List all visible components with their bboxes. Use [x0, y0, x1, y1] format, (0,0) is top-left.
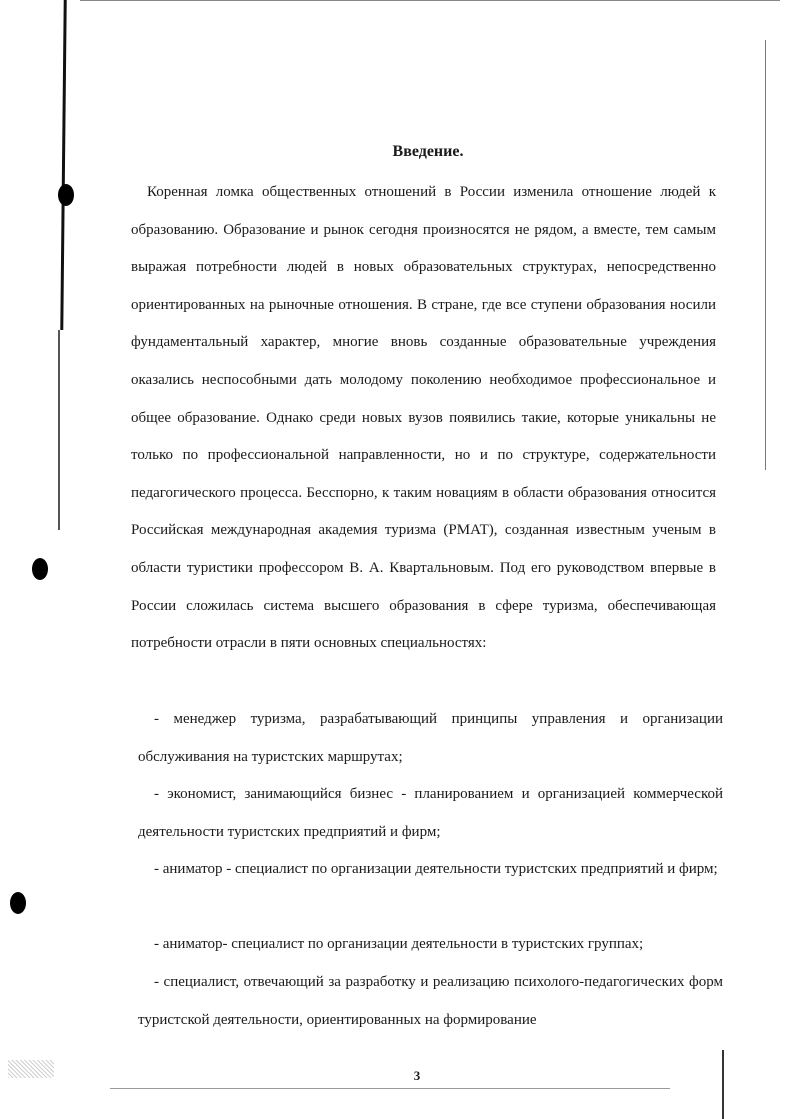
scan-right-edge-lower: [722, 1050, 724, 1119]
scan-noise: [8, 1060, 54, 1078]
scan-top-edge: [80, 0, 780, 1]
intro-paragraph: Коренная ломка общественных отношений в России изменила отношение людей к образованию. Образование и рынок сегодня произносятся не рядом, а вместе, тем самым выражая потребности людей в новых образовательных структурах, непосредственно ориентированных на рыночные отношения. В стране, где все ступени образования носили фундаментальный характер, многие вновь созданные образовательные учреждения оказались неспособными дать молодому поколению необходимое профессиональное и общее образование. Однако среди новых вузов появились такие, которые уникальны не только по профессиональной направленности, но и по структуре, содержательности педагогического процесса. Бесспорно, к таким новациям в области образования относится Российская международная академия туризма (РМАТ), созданная известным ученым в области туристики профессором В. А. Квартальновым. Под его руководством впервые в России сложилась система высшего образования в сфере туризма, обеспечивающая потребности отрасли в пяти основных специальностях:: [131, 184, 716, 652]
list-item: - аниматор- специалист по организации деятельности в туристских группах;: [154, 936, 644, 952]
list-item: - аниматор - специалист по организации деятельности туристских предприятий и фирм;: [154, 861, 718, 877]
page-number: 3: [413, 1068, 421, 1083]
document-title: Введение.: [392, 143, 464, 160]
list-item: - специалист, отвечающий за разработку и реализацию психолого-педагогических форм туристской деятельности, ориентированных на формирование: [138, 974, 723, 1028]
scan-bottom-edge: [110, 1088, 670, 1089]
punch-hole-top: [58, 184, 74, 206]
scan-left-edge-lower: [58, 330, 60, 530]
list-item: - экономист, занимающийся бизнес - планированием и организацией коммерческой деятельности туристских предприятий и фирм;: [138, 786, 723, 840]
punch-hole-middle: [32, 558, 48, 580]
punch-hole-bottom: [10, 892, 26, 914]
scan-left-edge: [60, 0, 66, 330]
list-item: - менеджер туризма, разрабатывающий принципы управления и организации обслуживания на туристских маршрутах;: [138, 711, 723, 765]
scan-right-edge: [765, 40, 766, 470]
